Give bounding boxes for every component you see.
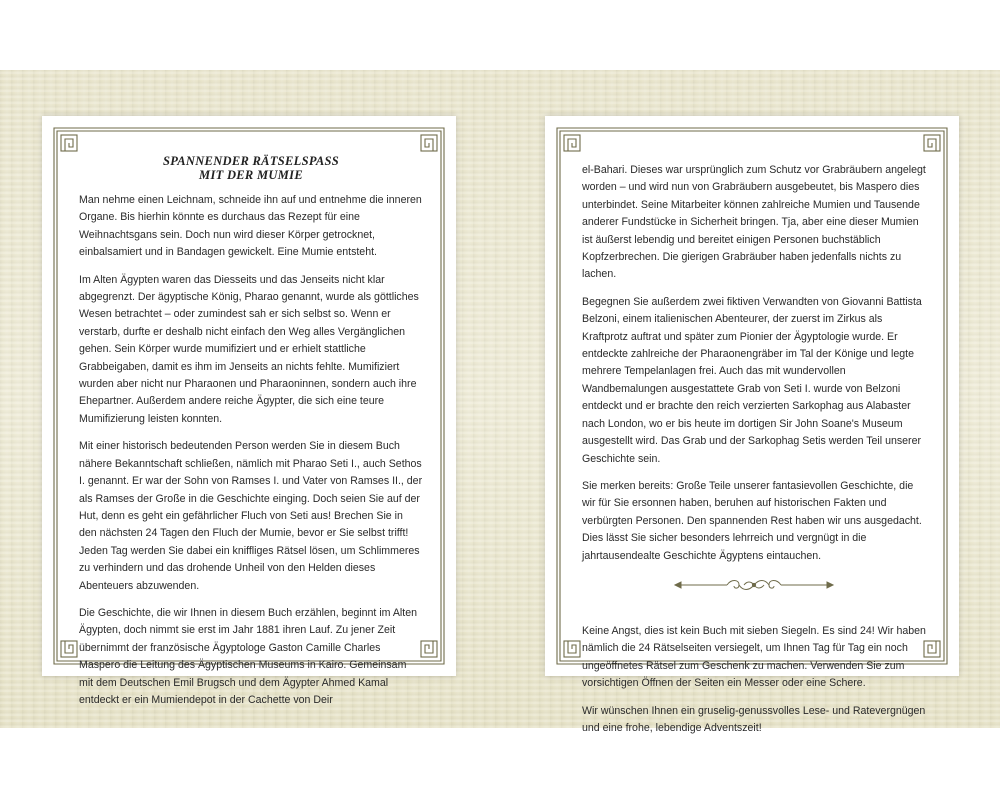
paragraph: Sie merken bereits: Große Teile unserer fantasievollen Geschichte, die wir für Sie ersonnen haben, beruhen auf historischen Fakten und verbürgten Personen. Den spannenden Rest haben wir uns ausgedacht. Dies lässt Sie sicher besonders lehrreich und vergnügt in die jahrtausendealte Geschichte Ägyptens eintauchen. [582, 479, 922, 562]
right-page-content [582, 162, 926, 747]
paragraph: Man nehme einen Leichnam, schneide ihn auf und entnehme die inneren Organe. Bis hierhin könnte es durchaus das Rezept für eine Weihnachtsgans sein. Doch nun wird dieser Körper getrocknet, einbalsamiert und in Bandagen gewickelt. Eine Mumie entsteht. [79, 194, 422, 259]
title-line-2: MIT DER MUMIE [199, 168, 303, 182]
paragraph: Die Geschichte, die wir Ihnen in diesem Buch erzählen, beginnt im Alten Ägypten, doch nimmt sie erst im Jahr 1881 ihren Lauf. Zu jener Zeit übernimmt der französische Ägyptologe Gaston Camille Charles Maspero die Leitung des Ägyptischen Museums in Kairo. Gemeinsam mit dem Deutschen Emil Brugsch und dem Ägypter Ahmed Kamal entdeckt er ein Mumiendepot in der Cachette von Deir [79, 606, 418, 706]
scroll-flourish-divider-icon [669, 575, 839, 595]
section-divider [582, 575, 926, 599]
paragraph: Im Alten Ägypten waren das Diesseits und das Jenseits nicht klar abgegrenzt. Der ägyptische König, Pharao genannt, wurde als göttliches Wesen betrachtet – oder zumindest sah er sich selbst so. Wenn er verstarb, durfte er deshalb nicht einfach den Weg alles Vergänglichen gehen. Sein Körper wurde mumifiziert und er erhielt stattliche Grabbeigaben, damit es ihm im Jenseits an nichts fehlte. Mumifiziert wurden aber nicht nur Pharaonen und Pharaoninnen, sondern auch ihre Ehepartner. Außerdem andere reiche Ägypter, die sich eine teure Mumifizierung leisten konnten. [79, 273, 419, 425]
paragraph: Keine Angst, dies ist kein Buch mit sieben Siegeln. Es sind 24! Wir haben nämlich die 24 Rätselseiten versiegelt, um Ihnen Tag für Tag ein noch ungeöffnetes Rätsel zum Geschenk zu machen. Verwenden Sie zum vorsichtigen Öffnen der Seiten ein Messer oder eine Schere. [582, 624, 926, 690]
left-page [42, 116, 456, 706]
title-line-1: SPANNENDER RÄTSELSPASS [163, 154, 339, 168]
page-title [79, 154, 423, 182]
paragraph: Begegnen Sie außerdem zwei fiktiven Verwandten von Giovanni Battista Belzoni, einem italienischen Abenteurer, der zuerst im Zirkus als Kraftprotz auftrat und später zum Pionier der Ägyptologie wurde. Er entdeckte zahlreiche der Pharaonengräber im Tal der Könige und legte mehrere Tempelanlagen frei. Auch das mit wundervollen Wandbemalungen ausgestattete Grab von Seti I. wurde von Belzoni entdeckt und er brachte den reich verzierten Sarkophag aus Alabaster nach London, wo er bis heute im dortigen Sir John Soane's Museum ausgestellt wird. Das Grab und der Sarkophag Setis werden Teil unserer Geschichte sein. [582, 295, 922, 465]
paragraph: Mit einer historisch bedeutenden Person werden Sie in diesem Buch nähere Bekanntschaft schließen, nämlich mit Pharao Seti I., auch Sethos I. genannt. Er war der Sohn von Ramses I. und Vater von Ramses II., der als Ramses der Große in die Geschichte einging. Doch seien Sie auf der Hut, denn es geht ein gefährlicher Fluch von Seti aus! Brechen Sie in den nächsten 24 Tagen den Fluch der Mumie, bevor er Sie selbst trifft! Jeden Tag werden Sie dabei ein kniffliges Rätsel lösen, um Schlimmeres zu verhindern und das drohende Unheil von den Helden dieses Abenteuers abzuwenden. [79, 440, 423, 592]
right-page [545, 116, 959, 734]
paragraph: Wir wünschen Ihnen ein gruselig-genussvolles Lese- und Ratevergnügen und eine frohe, lebendige Adventszeit! [582, 704, 926, 734]
paragraph: el-Bahari. Dieses war ursprünglich zum Schutz vor Grabräubern angelegt worden – und wird nun von Grabräubern ausgebeutet, bis Maspero dies unterbindet. Seine Mitarbeiter können zahlreiche Mumien und Tausende anderer Fundstücke in Sicherheit bringen. Tja, aber eine dieser Mumien ist äußerst lebendig und bereitet einigen Personen buchstäblich Kopfzerbrechen. Die gierigen Grabräuber haben jedenfalls nichts zu lachen. [582, 164, 926, 281]
left-page-content [79, 154, 423, 719]
